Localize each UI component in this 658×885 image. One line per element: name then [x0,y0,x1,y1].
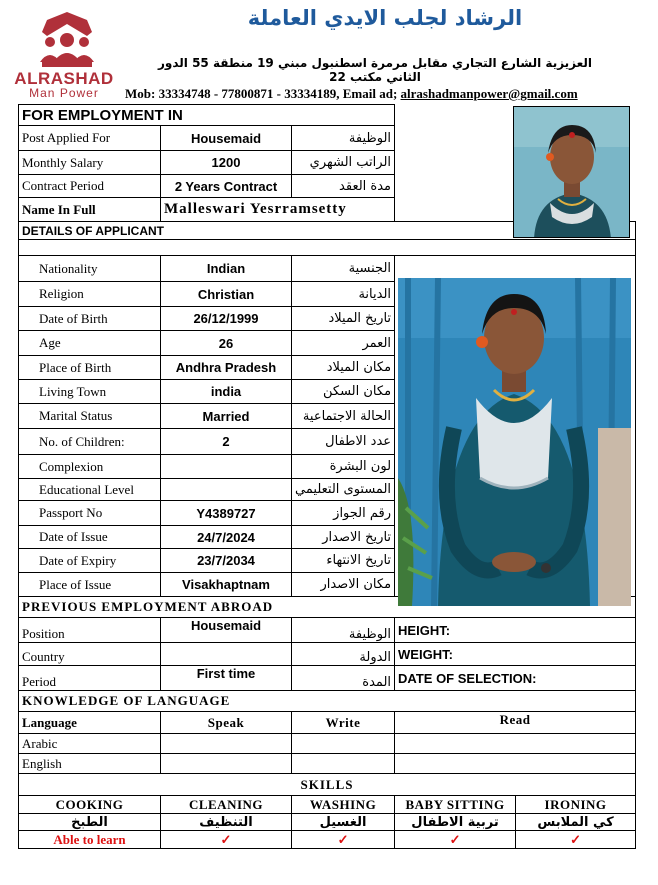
arlabel-children: عدد الاطفال [292,429,395,455]
skill-header-ironing: IRONING [516,796,636,814]
lang-row-arabic: Arabic [19,734,161,754]
label-dob: Date of Birth [19,307,161,331]
arlabel-issue-place: مكان الاصدار [292,573,395,597]
applicant-photo-full [398,278,631,606]
label-living-town: Living Town [19,380,161,404]
section-applicant: DETAILS OF APPLICANT [19,222,636,240]
arlabel-position: الوظيفة [292,618,395,643]
logo-brand-subtext: Man Power [29,86,99,100]
arlabel-marital: الحالة الاجتماعية [292,404,395,429]
arlabel-expiry-date: تاريخ الانتهاء [292,549,395,573]
contact-line [125,86,645,102]
value-country [161,643,292,666]
lang-arabic-speak [161,734,292,754]
value-name: Malleswari Yesrramsetty [161,198,395,222]
value-dob: 26/12/1999 [161,307,292,331]
value-issue-place: Visakhaptnam [161,573,292,597]
lang-english-write [292,754,395,774]
value-nationality: Indian [161,256,292,282]
label-height: HEIGHT: [395,618,636,643]
section-language: KNOWLEDGE OF LANGUAGE [19,691,636,712]
section-skills: SKILLS [19,774,636,796]
lang-header-speak: Speak [161,712,292,734]
skill-header-cleaning: CLEANING [161,796,292,814]
arlabel-dob: تاريخ الميلاد [292,307,395,331]
value-post: Housemaid [161,126,292,151]
label-period: Period [19,666,161,691]
label-country: Country [19,643,161,666]
label-position: Position [19,618,161,643]
skill-value-cooking: Able to learn [19,831,161,849]
arlabel-living-town: مكان السكن [292,380,395,404]
value-living-town: india [161,380,292,404]
value-expiry-date: 23/7/2034 [161,549,292,573]
lang-arabic-read [395,734,636,754]
portrait-illustration-small [514,107,630,238]
value-passport: Y4389727 [161,501,292,526]
skill-check-washing: ✓ [292,831,395,849]
lang-header-write: Write [292,712,395,734]
label-complexion: Complexion [19,455,161,479]
skill-ar-ironing: كي الملابس [516,814,636,831]
arlabel-post: الوظيفة [292,126,395,151]
label-age: Age [19,331,161,356]
lang-english-read [395,754,636,774]
arlabel-nationality: الجنسية [292,256,395,282]
arlabel-religion: الديانة [292,282,395,307]
arlabel-age: العمر [292,331,395,356]
value-position: Housemaid [161,618,292,643]
value-marital: Married [161,404,292,429]
value-complexion [161,455,292,479]
value-children: 2 [161,429,292,455]
arlabel-country: الدولة [292,643,395,666]
skill-ar-cleaning: التنظيف [161,814,292,831]
label-selection-date: DATE OF SELECTION: [395,666,636,691]
contact-email-link[interactable]: alrashadmanpower@gmail.com [400,86,578,101]
company-title-arabic: الرشاد لجلب الايدي العاملة [247,6,523,30]
skill-header-washing: WASHING [292,796,395,814]
label-expiry-date: Date of Expiry [19,549,161,573]
label-name: Name In Full [19,198,161,222]
value-age: 26 [161,331,292,356]
lang-arabic-write [292,734,395,754]
arlabel-education: المستوى التعليمي [292,479,395,501]
contact-phones: Mob: 33334748 - 77800871 - 33334189, Email ad; [125,86,401,101]
value-pob: Andhra Pradesh [161,356,292,380]
label-issue-date: Date of Issue [19,526,161,549]
label-marital: Marital Status [19,404,161,429]
skill-header-babysitting: BABY SITTING [395,796,516,814]
skill-ar-cooking: الطبخ [19,814,161,831]
spacer-row [19,240,636,256]
logo-brand-text: ALRASHAD [14,69,114,88]
label-issue-place: Place of Issue [19,573,161,597]
value-period: First time [161,666,292,691]
arlabel-contract: مدة العقد [292,175,395,198]
lang-header-read: Read [395,712,636,734]
label-passport: Passport No [19,501,161,526]
arlabel-salary: الراتب الشهري [292,151,395,175]
arlabel-pob: مكان الميلاد [292,356,395,380]
skill-check-ironing: ✓ [516,831,636,849]
portrait-illustration-full [398,278,631,606]
skill-check-cleaning: ✓ [161,831,292,849]
section-previous: PREVIOUS EMPLOYMENT ABROAD [19,597,636,618]
label-post: Post Applied For [19,126,161,151]
lang-header-language: Language [19,712,161,734]
skill-header-cooking: COOKING [19,796,161,814]
value-religion: Christian [161,282,292,307]
label-salary: Monthly Salary [19,151,161,175]
section-employment: FOR EMPLOYMENT IN [19,105,395,126]
label-education: Educational Level [19,479,161,501]
arlabel-complexion: لون البشرة [292,455,395,479]
label-children: No. of Children: [19,429,161,455]
label-contract: Contract Period [19,175,161,198]
applicant-photo-small [513,106,630,238]
label-weight: WEIGHT: [395,643,636,666]
lang-row-english: English [19,754,161,774]
lang-english-speak [161,754,292,774]
arlabel-period: المدة [292,666,395,691]
label-pob: Place of Birth [19,356,161,380]
arlabel-issue-date: تاريخ الاصدار [292,526,395,549]
skill-ar-washing: الغسيل [292,814,395,831]
company-address-arabic: العزيزية الشارع التجاري مقابل مرمرة اسطنبول مبني 19 منطقة 55 الدور الثاني مكتب 22 [157,56,593,84]
value-contract: 2 Years Contract [161,175,292,198]
arlabel-passport: رقم الجواز [292,501,395,526]
label-nationality: Nationality [19,256,161,282]
value-salary: 1200 [161,151,292,175]
value-education [161,479,292,501]
label-religion: Religion [19,282,161,307]
skill-ar-babysitting: تربية الاطفال [395,814,516,831]
skill-check-babysitting: ✓ [395,831,516,849]
value-issue-date: 24/7/2024 [161,526,292,549]
